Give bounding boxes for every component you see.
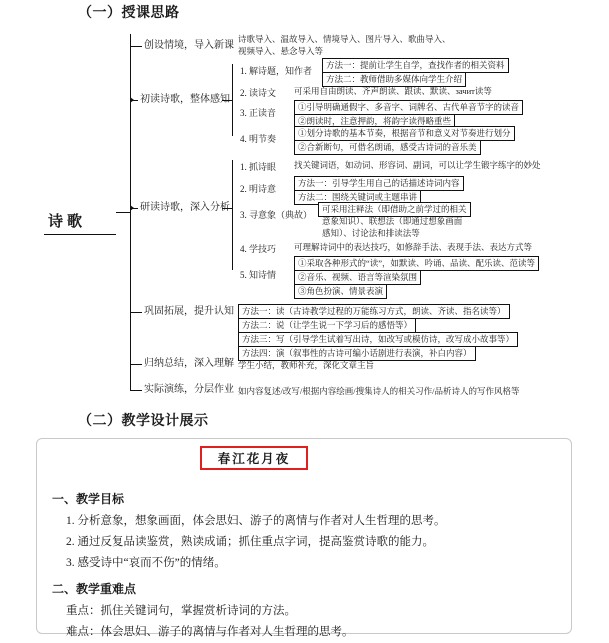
branch3-marker-icon xyxy=(130,205,134,211)
branch-label-3: 研读诗歌，深入分析 xyxy=(140,202,230,213)
branch3-sub-connector xyxy=(222,208,232,209)
b3-item-5-num: 5. 知诗情 xyxy=(240,270,277,280)
b2-item-2-row-1: 可采用自由朗读、齐声朗读、跟读、默读、зачит读等 xyxy=(294,86,492,96)
b3-item-4-row-1: 可理解诗词中的表达技巧，如修辞手法、表现手法、表达方式等 xyxy=(294,242,533,252)
branch3-sub-spine xyxy=(232,160,233,270)
branch2-marker-icon xyxy=(130,97,134,103)
b3-item-2-row-2: 方法二：围绕关键词或主题串讲 xyxy=(294,190,421,205)
branch-label-1: 创设情境，导入新课 xyxy=(144,40,234,51)
lesson-card-body xyxy=(52,484,562,643)
b6-row-1: 如内容复述/改写/根据内容绘画/搜集诗人的相关习作/品析诗人的写作风格等 xyxy=(238,386,520,396)
b3-item-1-num: 1. 抓诗眼 xyxy=(240,162,277,172)
branch-label-6: 实际演练，分层作业 xyxy=(144,384,234,395)
branch4-connector xyxy=(130,312,142,313)
b3-item-2-num: 2. 明诗意 xyxy=(240,184,277,194)
b3-item-5-row-2: ②音乐、视频、语言等渲染氛围 xyxy=(294,270,421,285)
branch1-detail-2: 视频导入、悬念导入等 xyxy=(238,46,324,56)
b2-item-1-row-1: 方法一：提前让学生自学，查找作者的相关资料 xyxy=(322,58,509,73)
mind-map xyxy=(0,22,609,402)
b3-item-5-row-1: ①采取各种形式的“读”，如默读、吟诵、品读、配乐读、范读等 xyxy=(294,256,539,271)
b3-item-3-row-1: 可采用注释法（即借助之前学过的相关 xyxy=(318,202,471,217)
branch5-connector xyxy=(130,364,142,365)
keypoints-heading: 二、教学重难点 xyxy=(52,582,137,596)
b3-item-3-num: 3. 寻意象（典故） xyxy=(240,210,313,220)
section-two-title: （二）教学设计展示 xyxy=(78,414,209,429)
b3-item-1-row-1: 找关键词语，如动词、形容词、副词，可以让学生锻字练字的妙处 xyxy=(294,160,541,170)
b2-item-3-num: 3. 正读音 xyxy=(240,108,277,118)
section-one-title: （一）授课思路 xyxy=(78,6,180,21)
root-connector xyxy=(116,212,130,213)
objective-line-3: 3. 感受诗中“哀而不伤”的情绪。 xyxy=(66,557,226,569)
branch2-sub-spine xyxy=(232,64,233,136)
b2-item-3-row-1: ①引导明确通假字、多音字、词牌名、古代单音节字的读音 xyxy=(294,100,523,115)
b4-row-4: 方法四：演（叙事性的古诗可编小话剧进行表演，补白内容） xyxy=(238,346,476,361)
branch1-detail-1: 诗歌导入、温故导入、情境导入、图片导入、歌曲导入、 xyxy=(238,34,451,44)
b3-item-4-num: 4. 学技巧 xyxy=(240,244,277,254)
b3-item-3-row-2: 意象知识）、联想法（即通过想象画面 xyxy=(322,216,463,226)
keypoint-line-2: 难点：体会思妇、游子的离情与作者对人生哲理的思考。 xyxy=(66,626,354,638)
b4-row-3: 方法三：写（引导学生试着写出诗，如改写或模仿诗，改写成小故事等） xyxy=(238,332,518,347)
branch-label-4: 巩固拓展，提升认知 xyxy=(144,306,234,317)
main-spine xyxy=(130,34,131,390)
root-underline xyxy=(44,234,116,235)
mindmap-root-label: 诗歌 xyxy=(48,214,87,230)
b3-item-3-row-3: 感知）、讨论法和排读法等 xyxy=(322,228,420,238)
branch6-connector xyxy=(130,390,142,391)
b2-item-3-row-2: ②朗读时，注意押韵，将韵字读得略重些 xyxy=(294,114,455,129)
b2-item-4-row-2: ②合新断句，可借名朗诵，感受古诗词的音乐美 xyxy=(294,140,481,155)
lesson-title-highlight-box xyxy=(200,446,308,470)
branch-label-5: 归纳总结，深入理解 xyxy=(144,358,234,369)
b3-item-5-row-3: ③角色扮演、情景表演 xyxy=(294,284,387,299)
b3-item-2-row-1: 方法一：引导学生用自己的话描述诗词内容 xyxy=(294,176,464,191)
b2-item-1-num: 1. 解诗题，知作者 xyxy=(240,66,313,76)
branch1-connector xyxy=(130,46,142,47)
b2-item-1-row-2: 方法二：教师借助多媒体向学生介绍 xyxy=(322,72,466,87)
b2-item-4-row-1: ①划分诗歌的基本节奏，根据音节和意义对节奏进行划分 xyxy=(294,126,515,141)
objectives-heading: 一、教学目标 xyxy=(52,492,125,506)
b5-row-1: 学生小结，教师补充，深化文章主旨 xyxy=(238,360,375,370)
b4-row-1: 方法一：读（古诗教学过程的万能练习方式，朗读、齐读、指名读等） xyxy=(238,304,510,319)
b2-item-2-num: 2. 读诗文 xyxy=(240,88,277,98)
objective-line-2: 2. 通过反复品读鉴赏，熟读成诵；抓住重点字词，提高鉴赏诗歌的能力。 xyxy=(66,536,434,548)
keypoint-line-1: 重点：抓住关键词句，掌握赏析诗词的方法。 xyxy=(66,605,296,617)
branch2-sub-connector xyxy=(222,100,232,101)
objective-line-1: 1. 分析意象，想象画面，体会思妇、游子的离情与作者对人生哲理的思考。 xyxy=(66,515,446,527)
lesson-title: 春江花月夜 xyxy=(217,452,291,466)
b4-row-2: 方法二：说（让学生说一下学习后的感悟等） xyxy=(238,318,416,333)
branch-label-2: 初读诗歌，整体感知 xyxy=(140,94,230,105)
b2-item-4-num: 4. 明节奏 xyxy=(240,134,277,144)
